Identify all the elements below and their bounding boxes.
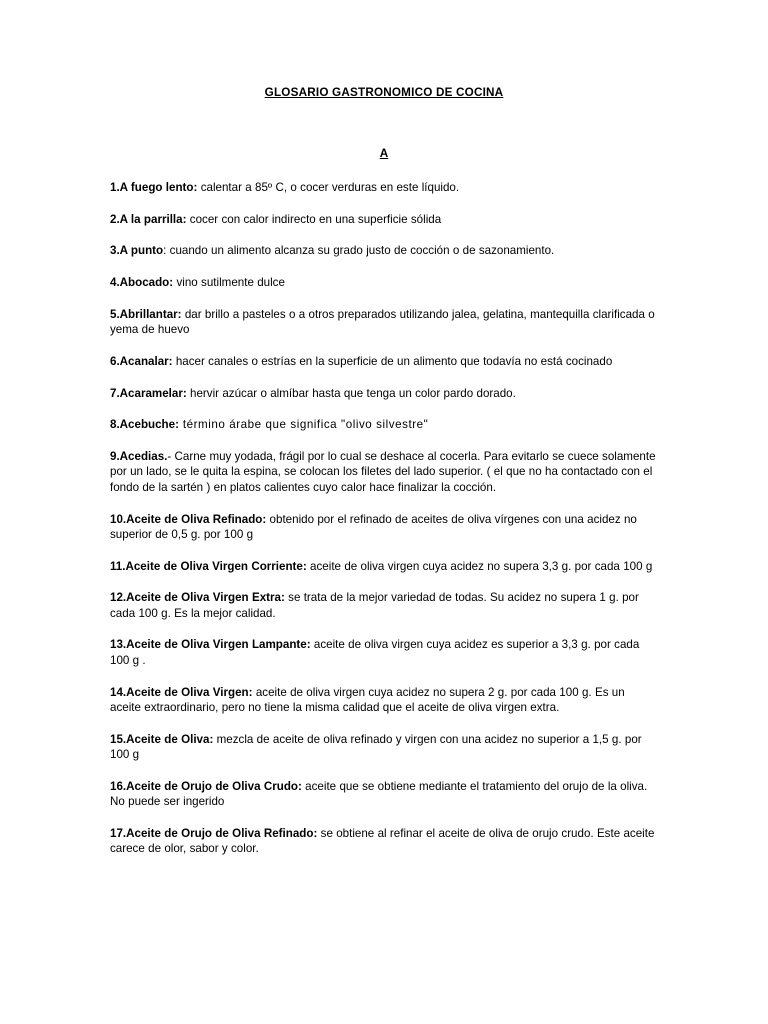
document-content xyxy=(110,0,658,873)
entry-number: 7. xyxy=(110,386,120,400)
entry-term: Acanalar: xyxy=(119,354,173,368)
section-heading-a: A xyxy=(379,147,389,160)
entry-term: Acedias. xyxy=(119,450,168,464)
glossary-entry xyxy=(110,779,658,810)
entry-number: 8. xyxy=(110,418,120,432)
entry-term: Aceite de Oliva Virgen Corriente: xyxy=(125,559,307,573)
entry-number: 14. xyxy=(110,685,127,699)
entry-number: 11. xyxy=(110,559,126,573)
entry-definition: dar brillo a pasteles o a otros preparados utilizando jalea, gelatina, mantequilla clarificada o yema de huevo xyxy=(110,307,655,337)
entry-definition: aceite de oliva virgen cuya acidez no supera 3,3 g. por cada 100 g xyxy=(306,559,653,573)
entry-number: 5. xyxy=(110,307,120,321)
entry-definition: - Carne muy yodada, frágil por lo cual se deshace al cocerla. Para evitarlo se cuece solamente por un lado, se le quita la espina, se colocan los filetes del lado superior. ( el que no ha contactado con el fondo de la sartén ) en platos calientes cuyo calor hace finalizar la cocción. xyxy=(110,450,656,494)
glossary-entry xyxy=(110,685,658,716)
entry-definition: mezcla de aceite de oliva refinado y virgen con una acidez no superior a 1,5 g. por 100 g xyxy=(110,732,642,762)
entry-number: 13. xyxy=(110,638,127,652)
glossary-entry xyxy=(110,512,658,543)
entry-term: Aceite de Oliva Virgen Lampante: xyxy=(126,638,311,652)
entry-number: 10. xyxy=(110,512,127,526)
entry-term: Acaramelar: xyxy=(119,386,187,400)
entry-definition: hacer canales o estrías en la superficie de un alimento que todavía no está cocinado xyxy=(172,354,613,368)
glossary-entry xyxy=(110,559,658,574)
entry-definition: término árabe que significa "olivo silvestre" xyxy=(178,418,429,432)
entry-definition: obtenido por el refinado de aceites de oliva vírgenes con una acidez no superior de 0,5 g. por 100 g xyxy=(110,512,637,541)
entry-definition: aceite de oliva virgen cuya acidez es superior a 3,3 g. por cada 100 g . xyxy=(110,638,640,667)
entry-definition: aceite que se obtiene mediante el tratamiento del orujo de la oliva. No puede ser ingerido xyxy=(110,779,648,809)
entry-number: 16. xyxy=(110,779,127,793)
entry-term: Aceite de Oliva Virgen: xyxy=(126,685,253,699)
entry-number: 6. xyxy=(110,354,120,368)
glossary-entry xyxy=(110,275,658,290)
entry-term: Aceite de Orujo de Oliva Refinado: xyxy=(126,826,318,840)
entry-term: Aceite de Orujo de Oliva Crudo: xyxy=(126,779,302,793)
entry-term: Aceite de Oliva Virgen Extra: xyxy=(126,591,285,605)
entry-number: 9. xyxy=(110,450,120,464)
entry-term: Abocado: xyxy=(119,276,174,290)
entry-number: 15. xyxy=(110,732,127,746)
entry-definition: calentar a 85º C, o cocer verduras en este líquido. xyxy=(197,181,460,194)
glossary-entry xyxy=(110,386,658,401)
glossary-entry xyxy=(110,826,658,857)
entry-number: 12. xyxy=(110,591,127,605)
glossary-entry xyxy=(110,417,658,432)
glossary-entry xyxy=(110,449,658,495)
entry-term: A punto xyxy=(119,244,164,258)
entry-number: 2. xyxy=(110,212,120,226)
entry-number: 17. xyxy=(110,826,127,840)
entry-term: Aceite de Oliva Refinado: xyxy=(126,512,267,526)
glossary-entry xyxy=(110,732,658,763)
entry-definition: : cuando un alimento alcanza su grado justo de cocción o de sazonamiento. xyxy=(163,244,555,258)
entry-definition: se obtiene al refinar el aceite de oliva de orujo crudo. Este aceite carece de olor, sabor y color. xyxy=(110,826,655,856)
entry-number: 1. xyxy=(110,181,120,194)
glossary-entry xyxy=(110,212,658,227)
glossary-entry xyxy=(110,180,658,195)
entry-definition: cocer con calor indirecto en una superficie sólida xyxy=(186,212,442,226)
glossary-entry xyxy=(110,637,658,668)
glossary-entry-list xyxy=(110,161,658,857)
entry-definition: se trata de la mejor variedad de todas. Su acidez no supera 1 g. por cada 100 g. Es la mejor calidad. xyxy=(110,591,639,620)
entry-term: Aceite de Oliva: xyxy=(126,732,214,746)
entry-definition: aceite de oliva virgen cuya acidez no supera 2 g. por cada 100 g. Es un aceite extraordinario, pero no tiene la misma calidad que el aceite de oliva virgen extra. xyxy=(110,685,625,714)
entry-term: A fuego lento: xyxy=(119,181,198,194)
glossary-entry xyxy=(110,307,658,338)
entry-term: A la parrilla: xyxy=(119,212,187,226)
glossary-entry xyxy=(110,354,658,369)
page-title: GLOSARIO GASTRONOMICO DE COCINA xyxy=(264,86,504,99)
glossary-entry xyxy=(110,243,658,258)
entry-number: 3. xyxy=(110,244,120,258)
entry-term: Abrillantar: xyxy=(119,307,182,321)
entry-term: Acebuche: xyxy=(119,418,179,432)
entry-number: 4. xyxy=(110,276,120,290)
entry-definition: vino sutilmente dulce xyxy=(173,276,285,290)
glossary-entry xyxy=(110,590,658,621)
entry-definition: hervir azúcar o almíbar hasta que tenga un color pardo dorado. xyxy=(186,386,516,400)
